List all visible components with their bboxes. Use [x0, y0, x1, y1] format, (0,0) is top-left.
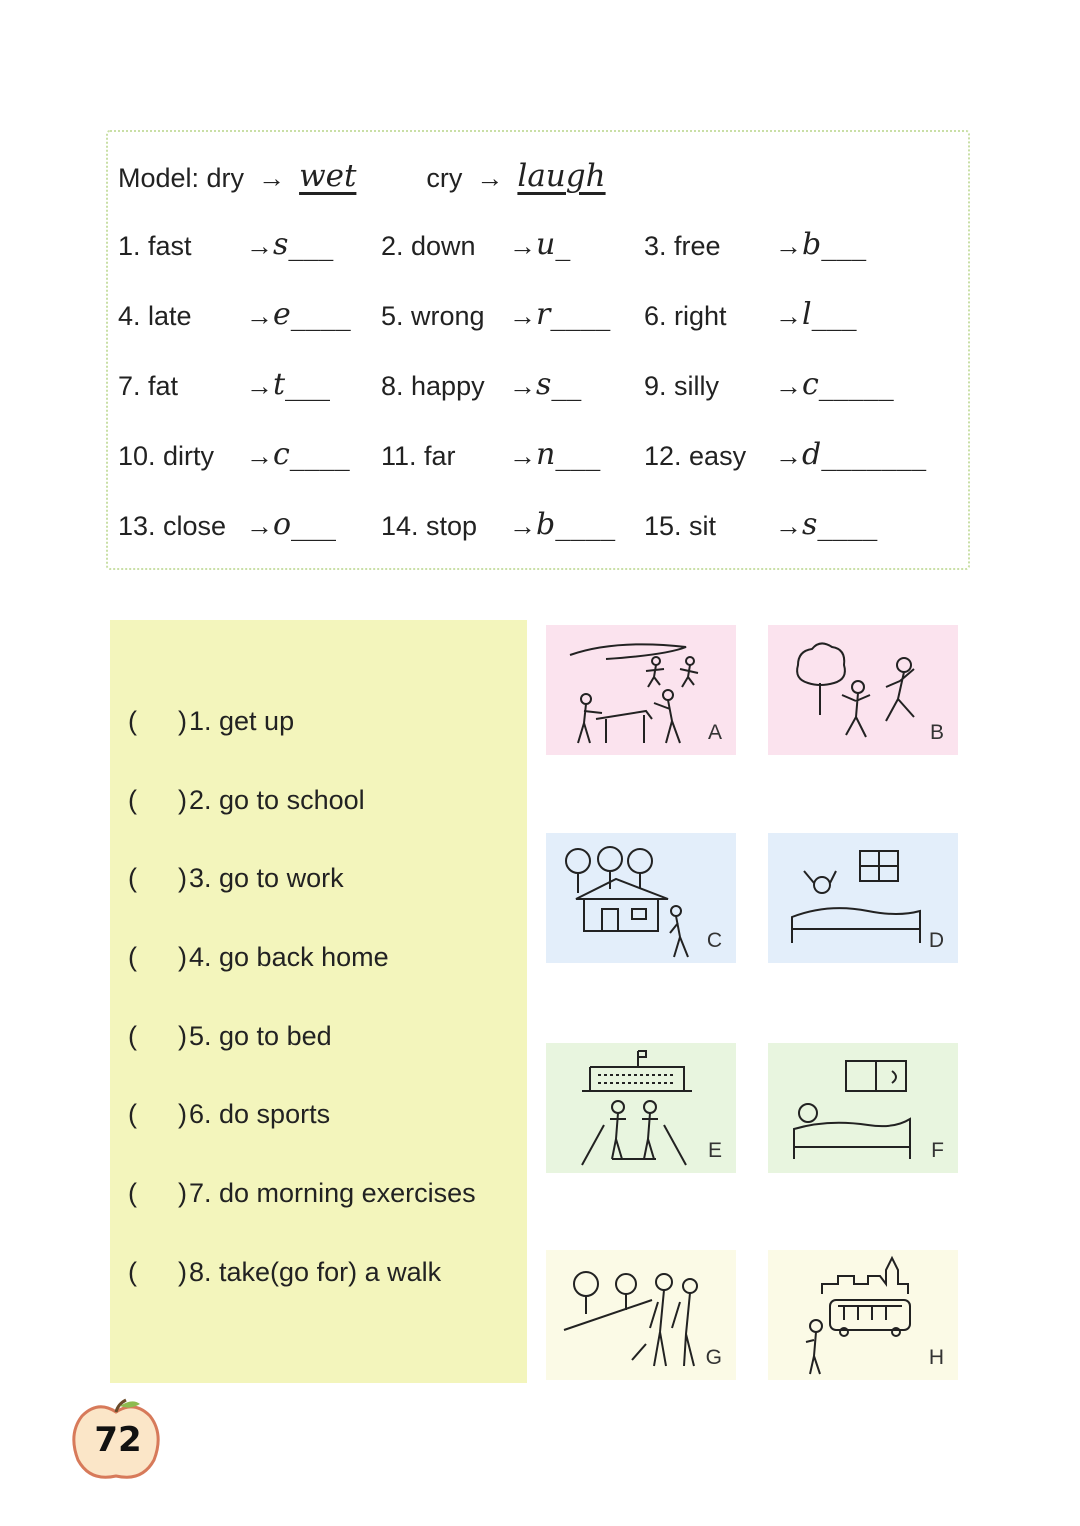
- answer-blank-open[interactable]: (: [128, 705, 137, 736]
- arrow-icon: →: [775, 511, 802, 541]
- word-item: 5. wrong: [381, 301, 485, 331]
- answer-hint: [509, 218, 570, 262]
- arrow-icon: →: [476, 163, 504, 193]
- answer-blank-open[interactable]: (: [128, 1177, 137, 1208]
- matching-item-text: 2. go to school: [189, 784, 365, 815]
- picture-d-get-up: [768, 833, 958, 963]
- matching-item: [128, 701, 294, 741]
- answer-hint: [246, 218, 333, 262]
- hint-text: u_: [536, 227, 571, 262]
- hint-text: c____: [273, 437, 350, 472]
- picture-letter: E: [707, 1139, 722, 1162]
- matching-item-text: 5. go to bed: [189, 1020, 332, 1051]
- matching-item: [128, 937, 389, 977]
- matching-item: [128, 1173, 476, 1213]
- answer-blank-open[interactable]: (: [128, 1098, 137, 1129]
- answer-blank-close: ): [178, 1098, 187, 1129]
- hint-text: s____: [802, 507, 878, 542]
- answer-hint: [775, 218, 866, 262]
- hint-text: n___: [536, 437, 601, 472]
- matching-item: [128, 1016, 332, 1056]
- picture-letter: G: [705, 1346, 722, 1369]
- matching-item-text: 4. go back home: [189, 941, 389, 972]
- answer-blank-close: ): [178, 705, 187, 736]
- word-item: 9. silly: [644, 371, 720, 401]
- matching-item-text: 3. go to work: [189, 862, 344, 893]
- arrow-icon: →: [246, 441, 273, 471]
- answer-blank-open[interactable]: (: [128, 941, 137, 972]
- matching-item-text: 8. take(go for) a walk: [189, 1256, 442, 1287]
- answer-blank-close: ): [178, 1020, 187, 1051]
- word-item: 15. sit: [644, 511, 717, 541]
- answer-hint: [775, 498, 877, 542]
- answer-blank-close: ): [178, 784, 187, 815]
- answer-blank-close: ): [178, 1256, 187, 1287]
- picture-letter: B: [929, 721, 944, 744]
- answer-hint: [775, 288, 857, 332]
- arrow-icon: →: [246, 231, 273, 261]
- hint-text: r____: [536, 297, 611, 332]
- model-answer: wet: [299, 158, 357, 194]
- hint-text: s___: [273, 227, 334, 262]
- answer-hint: [246, 498, 336, 542]
- answer-blank-open[interactable]: (: [128, 1020, 137, 1051]
- model-word-2: cry: [426, 163, 463, 193]
- hint-text: b___: [802, 227, 867, 262]
- answer-hint: [246, 288, 351, 332]
- arrow-icon: →: [509, 301, 536, 331]
- arrow-icon: →: [775, 231, 802, 261]
- answer-hint: [509, 288, 610, 332]
- picture-letter: H: [928, 1346, 944, 1369]
- matching-item: [128, 858, 344, 898]
- word-item: 7. fat: [118, 371, 179, 401]
- answer-blank-close: ): [178, 1177, 187, 1208]
- word-item: 8. happy: [381, 371, 485, 401]
- arrow-icon: →: [258, 163, 286, 193]
- word-item: 11. far: [381, 441, 456, 471]
- picture-h-go-to-work: [768, 1250, 958, 1380]
- picture-letter: D: [928, 929, 944, 952]
- arrow-icon: →: [509, 371, 536, 401]
- picture-g-take-a-walk: [546, 1250, 736, 1380]
- answer-hint: [246, 358, 330, 402]
- arrow-icon: →: [509, 511, 536, 541]
- picture-a-sports: [546, 625, 736, 755]
- answer-blank-close: ): [178, 862, 187, 893]
- picture-f-go-to-bed: [768, 1043, 958, 1173]
- hint-text: e____: [273, 297, 351, 332]
- hint-text: d_______: [802, 437, 927, 472]
- exercise-row: [118, 218, 958, 262]
- arrow-icon: →: [246, 511, 273, 541]
- answer-hint: [509, 358, 581, 402]
- word-item: 2. down: [381, 231, 476, 261]
- word-item: 1. fast: [118, 231, 192, 261]
- word-item: 6. right: [644, 301, 727, 331]
- picture-letter: F: [931, 1139, 944, 1162]
- answer-hint: [246, 428, 350, 472]
- matching-item: [128, 780, 365, 820]
- model-answer-2: laugh: [517, 158, 606, 194]
- matching-item-text: 6. do sports: [189, 1098, 331, 1129]
- answer-blank-open[interactable]: (: [128, 1256, 137, 1287]
- arrow-icon: →: [775, 441, 802, 471]
- exercise-row: [118, 288, 958, 332]
- word-item: 13. close: [118, 511, 227, 541]
- arrow-icon: →: [509, 231, 536, 261]
- exercise-row: [118, 428, 958, 472]
- hint-text: o___: [273, 507, 337, 542]
- answer-blank-open[interactable]: (: [128, 862, 137, 893]
- arrow-icon: →: [246, 371, 273, 401]
- hint-text: b____: [536, 507, 616, 542]
- hint-text: t___: [273, 367, 331, 402]
- matching-item: [128, 1094, 330, 1134]
- matching-item-text: 1. get up: [189, 705, 295, 736]
- arrow-icon: →: [775, 301, 802, 331]
- picture-letter: C: [706, 929, 722, 952]
- answer-hint: [775, 428, 926, 472]
- exercise-row: [118, 498, 958, 542]
- matching-item: [128, 1252, 441, 1292]
- word-item: 12. easy: [644, 441, 747, 471]
- hint-text: l___: [802, 297, 857, 332]
- word-item: 4. late: [118, 301, 192, 331]
- hint-text: c_____: [802, 367, 894, 402]
- word-item: 14. stop: [381, 511, 478, 541]
- matching-item-text: 7. do morning exercises: [189, 1177, 476, 1208]
- picture-c-go-back-home: [546, 833, 736, 963]
- word-item: 10. dirty: [118, 441, 215, 471]
- hint-text: s__: [536, 367, 582, 402]
- model-line: [118, 150, 606, 194]
- page-number: 72: [94, 1420, 142, 1460]
- picture-letter: A: [707, 721, 722, 744]
- word-item: 3. free: [644, 231, 721, 261]
- answer-hint: [775, 358, 894, 402]
- answer-hint: [509, 428, 600, 472]
- answer-blank-close: ): [178, 941, 187, 972]
- picture-e-go-to-school: [546, 1043, 736, 1173]
- answer-hint: [509, 498, 615, 542]
- picture-b-morning-exercises: [768, 625, 958, 755]
- arrow-icon: →: [775, 371, 802, 401]
- exercise-row: [118, 358, 958, 402]
- model-label: Model: dry: [118, 163, 245, 193]
- arrow-icon: →: [246, 301, 273, 331]
- bedroom-night-illustration: [768, 1043, 958, 1173]
- arrow-icon: →: [509, 441, 536, 471]
- answer-blank-open[interactable]: (: [128, 784, 137, 815]
